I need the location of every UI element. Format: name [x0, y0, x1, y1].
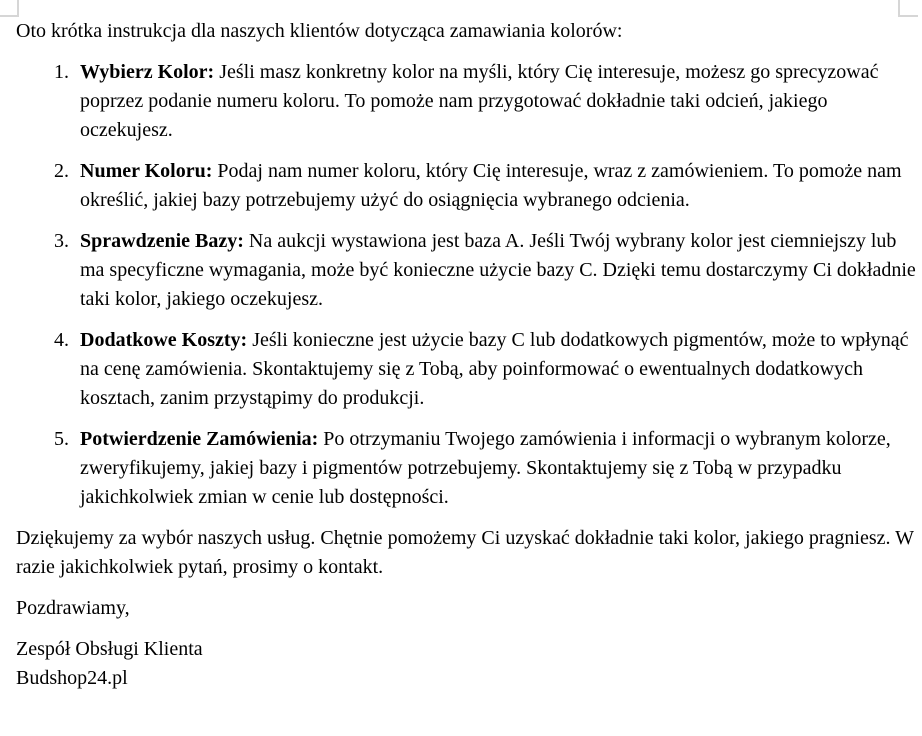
- item-title: Potwierdzenie Zamówienia:: [80, 428, 319, 450]
- instructions-list: [16, 58, 918, 512]
- item-title: Dodatkowe Koszty:: [80, 329, 248, 351]
- item-body: [80, 58, 918, 145]
- item-number: 2.: [54, 160, 69, 182]
- item-title: Wybierz Kolor:: [80, 61, 215, 83]
- instruction-item-2: [54, 157, 918, 215]
- item-body: [80, 326, 918, 413]
- instruction-item-1: [54, 58, 918, 145]
- instruction-item-3: [54, 227, 918, 314]
- item-text: Podaj nam numer koloru, który Cię interesuje, wraz z zamówieniem. To pomoże nam określić, jakiej bazy potrzebujemy użyć do osiągnięcia wybranego odcienia.: [80, 160, 902, 211]
- instruction-item-5: [54, 425, 918, 512]
- closing-paragraph: Dziękujemy za wybór naszych usług. Chętnie pomożemy Ci uzyskać dokładnie taki kolor, jakiego pragniesz. W razie jakichkolwiek pytań, prosimy o kontakt.: [16, 527, 914, 578]
- item-number: 4.: [54, 329, 69, 351]
- item-number: 5.: [54, 428, 69, 450]
- signoff-paragraph: Pozdrawiamy,: [16, 597, 130, 619]
- item-body: [80, 227, 918, 314]
- item-text: Po otrzymaniu Twojego zamówienia i informacji o wybranym kolorze, zweryfikujemy, jakiej bazy i pigmentów potrzebujemy. Skontaktujemy się z Tobą w przypadku jakichkolwiek zmian w cenie lub dostępności.: [80, 428, 891, 508]
- item-text: Jeśli masz konkretny kolor na myśli, który Cię interesuje, możesz go sprecyzować poprzez podanie numeru koloru. To pomoże nam przygotować dokładnie taki odcień, jakiego oczekujesz.: [80, 61, 879, 141]
- item-title: Numer Koloru:: [80, 160, 213, 182]
- signature-block: [16, 635, 918, 693]
- instruction-item-4: [54, 326, 918, 413]
- item-title: Sprawdzenie Bazy:: [80, 230, 244, 252]
- item-text: Jeśli konieczne jest użycie bazy C lub dodatkowych pigmentów, może to wpłynąć na cenę zamówienia. Skontaktujemy się z Tobą, aby poinformować o ewentualnych dodatkowych kosztach, zanim przystąpimy do produkcji.: [80, 329, 909, 409]
- intro-paragraph: Oto krótka instrukcja dla naszych klientów dotycząca zamawiania kolorów:: [16, 20, 623, 42]
- item-number: 1.: [54, 61, 69, 83]
- signature-company: Budshop24.pl: [16, 667, 128, 689]
- item-body: [80, 157, 918, 215]
- item-number: 3.: [54, 230, 69, 252]
- item-body: [80, 425, 918, 512]
- item-text: Na aukcji wystawiona jest baza A. Jeśli Twój wybrany kolor jest ciemniejszy lub ma specyficzne wymagania, może być konieczne użycie bazy C. Dzięki temu dostarczymy Ci dokładnie taki kolor, jakiego oczekujesz.: [80, 230, 916, 310]
- signature-team: Zespół Obsługi Klienta: [16, 638, 203, 660]
